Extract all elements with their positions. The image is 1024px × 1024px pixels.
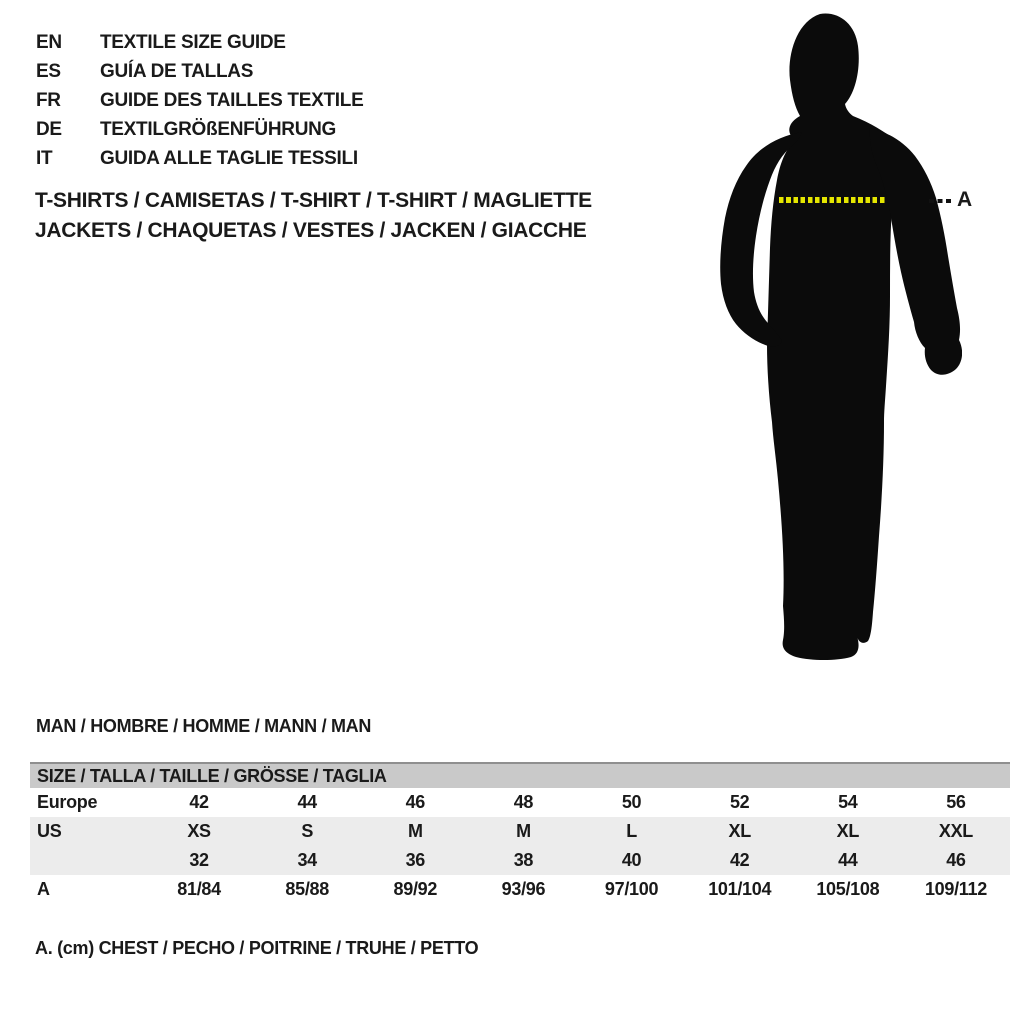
size-value-cell: 36 xyxy=(405,850,426,870)
size-value-cell: M xyxy=(407,821,423,841)
size-value-cell: 48 xyxy=(513,792,534,812)
size-value-cell: XL xyxy=(836,821,860,841)
size-value-cell: 89/92 xyxy=(393,879,438,899)
silhouette-body xyxy=(767,14,915,660)
size-value-cell: 85/88 xyxy=(285,879,329,899)
language-title: TEXTILE SIZE GUIDE xyxy=(100,32,286,53)
size-value-cell: 52 xyxy=(729,792,750,812)
language-code: FR xyxy=(36,90,61,111)
size-table-body xyxy=(30,788,1010,904)
category-list xyxy=(35,186,592,246)
size-value-cell: 44 xyxy=(297,792,317,812)
size-table-header: SIZE / TALLA / TAILLE / GRÖSSE / TAGLIA xyxy=(30,762,1010,788)
size-table-row xyxy=(30,846,1010,875)
size-value-cell: XXL xyxy=(938,821,973,841)
language-row xyxy=(36,57,363,86)
size-value-cell: 34 xyxy=(297,850,317,870)
measure-callout-dashes xyxy=(929,199,954,203)
language-list xyxy=(36,28,363,173)
size-value-cell: 93/96 xyxy=(501,879,546,899)
chest-measure-line xyxy=(779,197,887,203)
size-value-cell: XL xyxy=(728,821,751,841)
language-row xyxy=(36,28,363,57)
size-value-cell: 54 xyxy=(838,792,858,812)
man-figure xyxy=(712,8,962,678)
size-value-cell: 101/104 xyxy=(708,879,772,899)
size-value-cell: 40 xyxy=(621,850,642,870)
size-table-row xyxy=(30,875,1010,904)
category-line: T-SHIRTS / CAMISETAS / T-SHIRT / T-SHIRT / MAGLIETTE xyxy=(35,189,592,212)
size-table-row xyxy=(30,788,1010,817)
language-title: GUIDA ALLE TAGLIE TESSILI xyxy=(100,148,358,169)
size-value-cell: S xyxy=(301,821,314,841)
size-value-cell: 97/100 xyxy=(604,879,659,899)
measurement-footnote: A. (cm) CHEST / PECHO / POITRINE / TRUHE / PETTO xyxy=(35,938,479,958)
language-row xyxy=(36,144,363,173)
language-title: TEXTILGRÖßENFÜHRUNG xyxy=(100,119,337,140)
language-row xyxy=(36,115,363,144)
size-value-cell: 109/112 xyxy=(924,879,987,899)
language-title: GUÍA DE TALLAS xyxy=(100,61,254,82)
size-value-cell: 56 xyxy=(946,792,966,812)
size-value-cell: 42 xyxy=(729,850,750,870)
size-row-label: US xyxy=(37,821,62,841)
size-value-cell: L xyxy=(626,821,637,841)
size-value-cell: 42 xyxy=(189,792,209,812)
section-title: MAN / HOMBRE / HOMME / MANN / MAN xyxy=(36,716,372,736)
language-title: GUIDE DES TAILLES TEXTILE xyxy=(100,90,364,111)
size-value-cell: M xyxy=(516,821,531,841)
size-value-cell: 46 xyxy=(946,850,966,870)
size-value-cell: 32 xyxy=(189,850,209,870)
size-value-cell: 105/108 xyxy=(816,879,880,899)
size-value-cell: 46 xyxy=(405,792,426,812)
language-row xyxy=(36,86,363,115)
measure-label-a: A xyxy=(957,188,972,211)
size-value-cell: XS xyxy=(187,821,211,841)
language-code: EN xyxy=(36,32,62,53)
size-table-row xyxy=(30,817,1010,846)
size-value-cell: 38 xyxy=(513,850,534,870)
size-row-label: Europe xyxy=(37,792,98,812)
size-row-label: A xyxy=(37,879,50,899)
language-code: IT xyxy=(36,148,53,169)
language-code: ES xyxy=(36,61,61,82)
man-silhouette xyxy=(712,8,962,678)
category-line: JACKETS / CHAQUETAS / VESTES / JACKEN / GIACCHE xyxy=(35,219,587,242)
size-table xyxy=(30,762,1010,904)
language-code: DE xyxy=(36,119,62,140)
size-value-cell: 44 xyxy=(838,850,858,870)
size-value-cell: 50 xyxy=(621,792,642,812)
size-value-cell: 81/84 xyxy=(177,879,221,899)
